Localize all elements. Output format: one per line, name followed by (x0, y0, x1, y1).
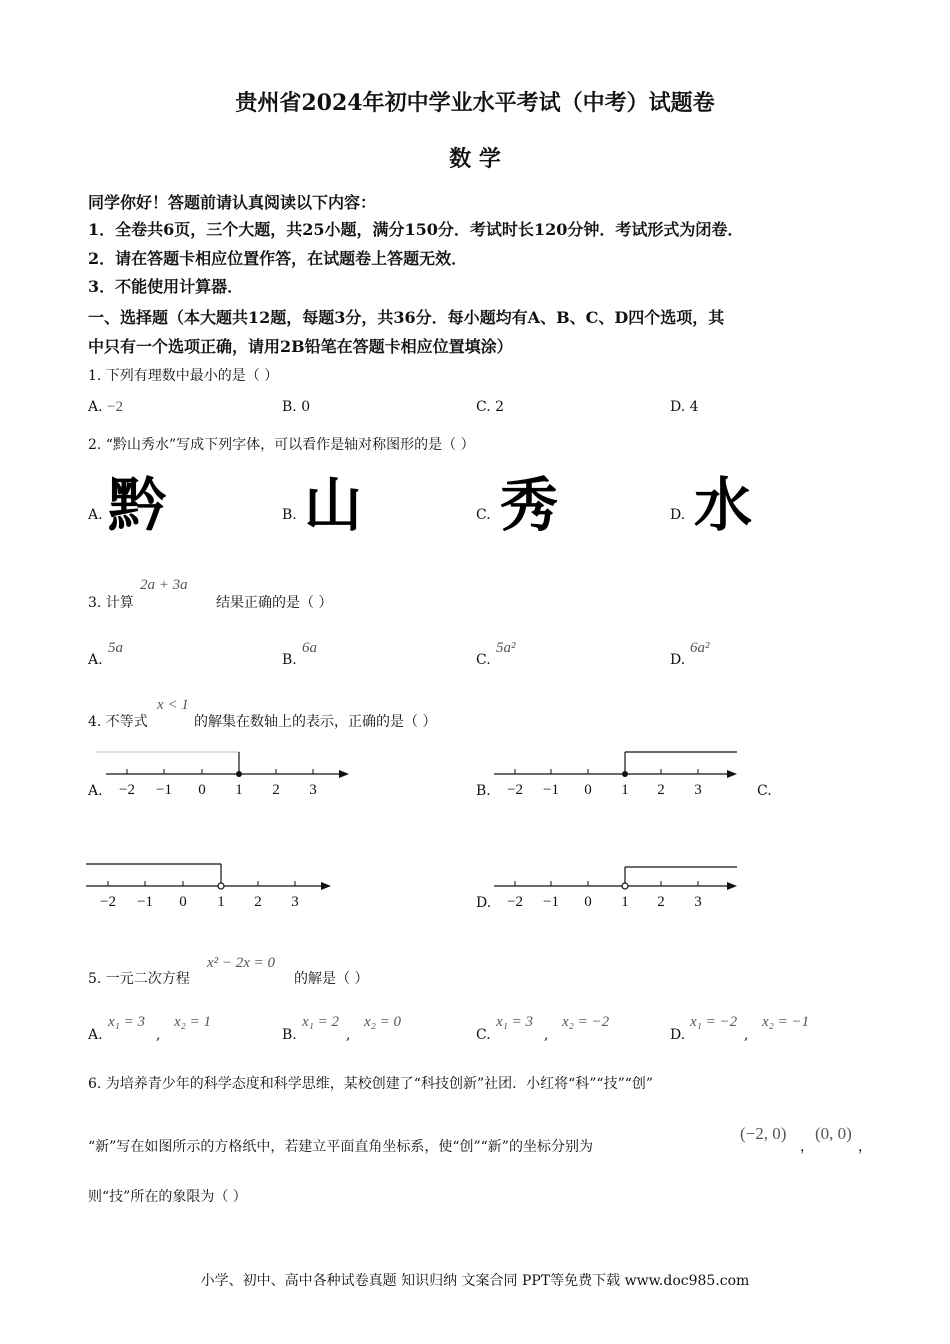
question-4-suffix: 的解集在数轴上的表示，正确的是（ ） (194, 714, 437, 730)
tick-label: 2 (272, 782, 280, 798)
coordinate-chuang: (−2, 0) (740, 1124, 787, 1143)
coordinate-xin: (0, 0) (815, 1124, 852, 1143)
coordinate-sep: ， (800, 1139, 814, 1155)
tick-label: 1 (621, 782, 629, 798)
exam-title: 贵州省2024年初中学业水平考试（中考）试题卷 (235, 90, 715, 116)
question-2-stem: 2. “黔山秀水”写成下列字体，可以看作是轴对称图形的是（ ） (88, 437, 475, 453)
option-label: C. (757, 783, 772, 799)
option-label: B. (282, 399, 297, 415)
glyph-shui: 水 (694, 471, 753, 539)
tick-label: 1 (621, 894, 629, 910)
option-label: B. (282, 507, 297, 523)
option-value: x₁ = 3 (496, 1014, 533, 1030)
option-label: D. (670, 1027, 686, 1043)
number-line-b (484, 744, 744, 800)
option-value: x₁ = 3 (108, 1014, 145, 1030)
tick-label: 0 (179, 894, 187, 910)
section-heading: 一、选择题（本大题共12题，每题3分，共36分．每小题均有A、B、C、D四个选项，其 (88, 308, 725, 327)
glyph-qian: 黔 (108, 471, 167, 539)
option-value: x₂ = 0 (364, 1014, 401, 1030)
number-line-a (96, 744, 356, 800)
question-3-expr: 2a + 3a (140, 577, 188, 593)
tick-label: 2 (657, 782, 665, 798)
tick-label: 3 (694, 782, 702, 798)
question-6-line1: 6. 为培养青少年的科学态度和科学思维，某校创建了“科技创新”社团．小红将“科”“技”“创” (88, 1076, 654, 1092)
section-heading-cont: 中只有一个选项正确，请用2B铅笔在答题卡相应位置填涂） (88, 337, 513, 356)
option-sep: , (744, 1027, 749, 1043)
tick-label: −2 (119, 782, 135, 798)
option-value: 5a² (496, 640, 516, 656)
tick-label: 3 (309, 782, 317, 798)
q1-option-d (670, 399, 699, 415)
tick-label: −2 (507, 782, 523, 798)
option-sep: , (544, 1027, 549, 1043)
option-value: 0 (301, 399, 311, 415)
option-label: A. (88, 399, 103, 415)
option-value: x₁ = 2 (302, 1014, 339, 1030)
number-line-d (484, 856, 744, 912)
option-value: x₂ = −2 (562, 1014, 610, 1030)
option-value: 5a (108, 640, 123, 656)
question-5-expr: x² − 2x = 0 (207, 955, 276, 971)
subject-title: 数 学 (449, 146, 501, 172)
option-label: A. (88, 652, 103, 668)
option-label: D. (670, 507, 686, 523)
option-label: C. (476, 399, 491, 415)
question-6-line2: “新”写在如图所示的方格纸中，若建立平面直角坐标系，使“创”“新”的坐标分别为 (88, 1139, 593, 1155)
tick-label: 3 (291, 894, 299, 910)
option-sep: , (156, 1027, 161, 1043)
tick-label: 1 (217, 894, 225, 910)
page-footer: 小学、初中、高中各种试卷真题 知识归纳 文案合同 PPT等免费下载 www.doc985.com (200, 1273, 750, 1289)
question-1-stem: 1. 下列有理数中最小的是（ ） (88, 368, 279, 384)
tick-label: 2 (254, 894, 262, 910)
option-value: x₂ = −1 (762, 1014, 810, 1030)
option-label: A. (88, 1027, 103, 1043)
notice-item: 1．全卷共6页，三个大题，共25小题，满分150分．考试时长120分钟．考试形式为闭卷． (88, 220, 744, 239)
tick-label: −2 (100, 894, 116, 910)
notice-item: 3．不能使用计算器． (88, 277, 244, 296)
option-label: C. (476, 652, 491, 668)
q1-option-b (282, 399, 310, 415)
option-value: −2 (107, 399, 123, 415)
option-label: A. (88, 507, 103, 523)
option-value: 6a² (690, 640, 710, 656)
notice-greeting: 同学你好！答题前请认真阅读以下内容： (88, 193, 377, 212)
option-label: D. (670, 652, 686, 668)
question-4-expr: x < 1 (157, 697, 189, 713)
question-3-prefix: 3. 计算 (88, 595, 134, 611)
question-3-suffix: 结果正确的是（ ） (216, 595, 333, 611)
option-value: 6a (302, 640, 317, 656)
tick-label: −1 (543, 782, 559, 798)
option-value: x₂ = 1 (174, 1014, 211, 1030)
tick-label: −1 (543, 894, 559, 910)
tick-label: 0 (584, 782, 592, 798)
coordinate-end: ， (858, 1139, 872, 1155)
glyph-shan: 山 (304, 471, 363, 539)
option-label: D. (670, 399, 686, 415)
tick-label: −1 (156, 782, 172, 798)
option-label: B. (282, 652, 297, 668)
q1-option-a (88, 399, 123, 416)
tick-label: 1 (235, 782, 243, 798)
glyph-xiu: 秀 (500, 471, 559, 539)
tick-label: 0 (198, 782, 206, 798)
question-4-prefix: 4. 不等式 (88, 714, 148, 730)
option-sep: , (346, 1027, 351, 1043)
option-value: 4 (689, 399, 699, 415)
option-label: D. (476, 895, 492, 911)
tick-label: 3 (694, 894, 702, 910)
option-label: B. (476, 783, 491, 799)
tick-label: −2 (507, 894, 523, 910)
option-label: A. (88, 783, 103, 799)
option-value: x₁ = −2 (690, 1014, 738, 1030)
q1-option-c (476, 399, 504, 415)
option-label: B. (282, 1027, 297, 1043)
number-line-c (84, 856, 344, 912)
tick-label: 2 (657, 894, 665, 910)
question-5-prefix: 5. 一元二次方程 (88, 971, 190, 987)
tick-label: 0 (584, 894, 592, 910)
notice-item: 2．请在答题卡相应位置作答，在试题卷上答题无效． (88, 249, 468, 268)
question-6-line3: 则“技”所在的象限为（ ） (88, 1189, 247, 1205)
option-label: C. (476, 1027, 491, 1043)
question-5-suffix: 的解是（ ） (294, 971, 369, 987)
option-value: 2 (495, 399, 505, 415)
tick-label: −1 (137, 894, 153, 910)
option-label: C. (476, 507, 491, 523)
